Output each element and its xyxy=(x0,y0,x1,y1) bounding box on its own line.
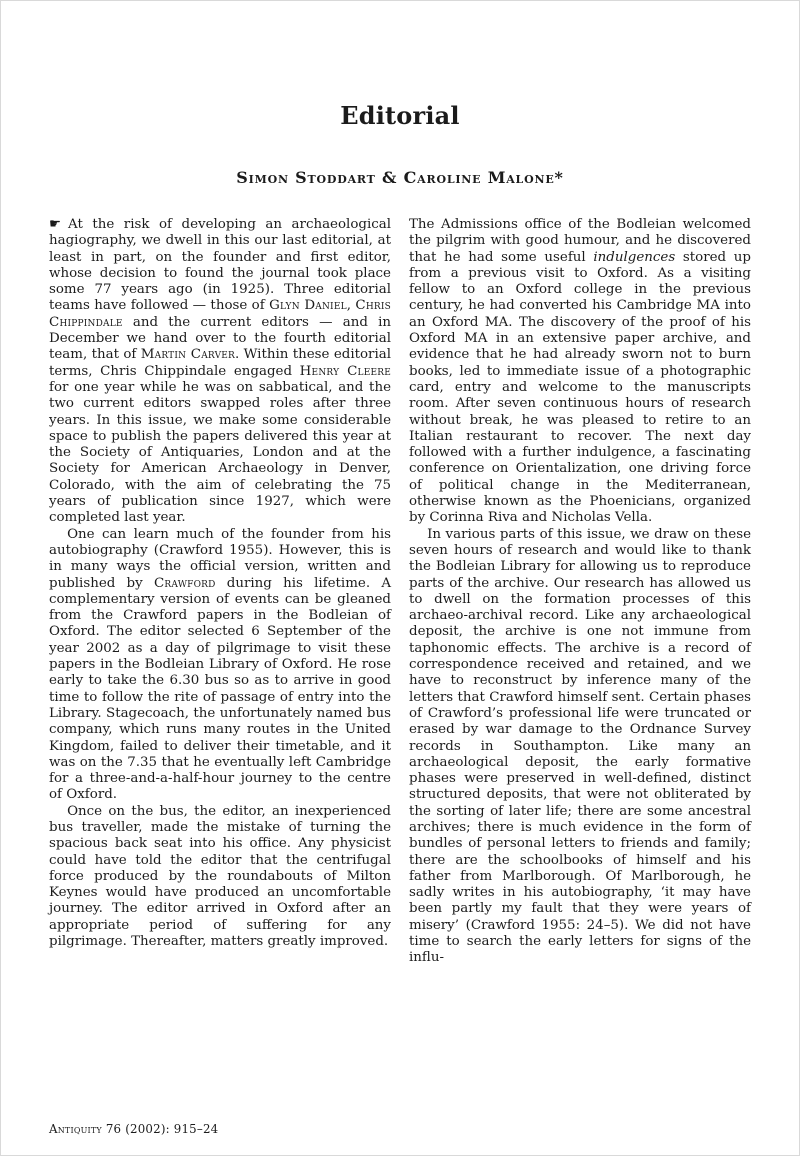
journal-footer: Antiquity 76 (2002): 915–24 xyxy=(49,1122,219,1136)
text-run: for one year while he was on sabbatical, and the two current editors swapped roles after three years. In this issue, we make some considerable space to publish the papers delivered this year at the Society of Antiquaries, London and at the Society for American Archaeology in Denver, Colorado, with the aim of celebrating the 75 years of publication since 1927, which were completed last year. xyxy=(49,379,391,526)
text-run: The Admissions office of the Bodleian welcomed the pilgrim with good humour, and he discovered that he had some useful xyxy=(409,217,751,265)
paragraph xyxy=(49,804,391,951)
text-run: Once on the bus, the editor, an inexperienced bus traveller, made the mistake of turning the spacious back seat into his office. Any physicist could have told the editor that the centrifugal force produced by the roundabouts of Milton Keynes would have produced an uncomfortable journey. The editor arrived in Oxford after an appropriate period of suffering for any pilgrimage. Thereafter, matters greatly improved. xyxy=(49,803,391,950)
authors-line: Simon Stoddart & Caroline Malone* xyxy=(236,168,564,187)
text-run: Henry Cleere xyxy=(299,363,391,379)
text-run: and the current editors — and in December we hand over to the fourth editorial team, that of xyxy=(49,314,391,363)
text-run: Chris Chippindale xyxy=(49,298,391,330)
right-column xyxy=(409,217,751,967)
text-run: , xyxy=(346,298,356,314)
paragraph xyxy=(409,527,751,967)
text-run: Martin Carver xyxy=(140,347,236,363)
text-run: Crawford xyxy=(153,575,216,591)
manicule-icon: ☛ xyxy=(49,217,62,232)
text-run: during his lifetime. A complementary version of events can be gleaned from the Crawford papers in the Bodleian of Oxford. The editor selected 6 September of the year 2002 as a day of pilgrimage to visit these papers in the Bodleian Library of Oxford. He rose early to take the 6.30 bus so as to arrive in good time to follow the rite of passage of entry into the Library. Stagecoach, the unfortunately named bus company, which runs many routes in the United Kingdom, failed to deliver their timetable, and it was on the 7.35 that he eventually left Cambridge for a three-and-a-half-hour journey to the centre of Oxford. xyxy=(49,575,391,803)
text-run: In various parts of this issue, we draw on these seven hours of research and would like to thank the Bodleian Library for allowing us to reproduce parts of the archive. Our research has allowed us to dwell on the formation processes of this archaeo-archival record. Like any archaeological deposit, the archive is one not immune from taphonomic effects. The archive is a record of correspondence received and retained, and we have to reconstruct by inference many of the letters that Crawford himself sent. Certain phases of Crawford’s professional life were truncated or erased by war damage to the Ordnance Survey records in Southampton. Like many an archaeological deposit, the early formative phases were preserved in well-defined, distinct structured deposits, that were not obliterated by the sorting of later life; there are some ancestral archives; there is much evidence in the form of bundles of personal letters to friends and family; there are the schoolbooks of himself and his father from Marlborough. Of Marlborough, he sadly writes in his autobiography, ‘it may have been partly my fault that they were years of misery’ (Crawford 1955: 24–5). We did not have time to search the early letters for signs of the influ- xyxy=(409,526,751,966)
text-run: At the risk of developing an archaeological hagiography, we dwell in this our last editorial, at least in part, on the founder and first editor, whose decision to found the journal took place some 77 years ago (in 1925). Three editorial teams have followed — those of xyxy=(49,217,391,314)
paragraph xyxy=(49,527,391,804)
text-run: indulgences xyxy=(593,249,676,265)
page-title: Editorial xyxy=(340,101,460,130)
text-run: One can learn much of the founder from his autobiography (Crawford 1955). However, this is in many ways the official version, written and published by xyxy=(49,526,391,591)
text-run: . Within these editorial terms, Chris Chippindale engaged xyxy=(49,347,391,379)
paragraph xyxy=(409,217,751,527)
paragraph xyxy=(49,217,391,527)
two-column-body xyxy=(1,217,799,967)
left-column xyxy=(49,217,391,967)
text-run: stored up from a previous visit to Oxford. As a visiting fellow to an Oxford college in the previous century, he had converted his Cambridge MA into an Oxford MA. The discovery of the proof of his Oxford MA in an extensive paper archive, and evidence that he had already sworn not to burn books, led to immediate issue of a photographic card, entry and welcome to the manuscripts room. After seven continuous hours of research without break, he was pleased to retire to an Italian restaurant to recover. The next day followed with a further indulgence, a fascinating conference on Orientalization, one driving force of political change in the Mediterranean, otherwise known as the Phoenicians, organized by Corinna Riva and Nicholas Vella. xyxy=(409,249,751,526)
text-run: Glyn Daniel xyxy=(269,298,347,314)
